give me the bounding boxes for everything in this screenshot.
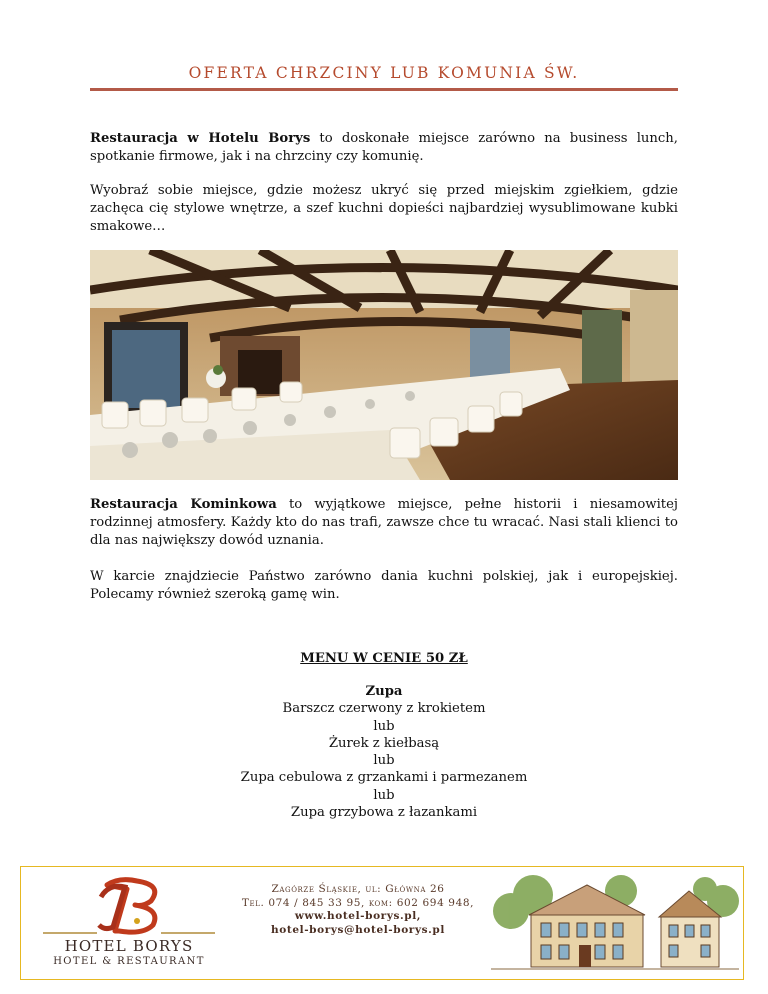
email-link[interactable]: hotel-borys@hotel-borys.pl bbox=[271, 923, 445, 936]
hb-monogram-icon bbox=[39, 875, 219, 935]
about-paragraph-2: W karcie znajdziecie Państwo zarówno dania kuchni polskiej, jak i europejskiej. Polecamy również szeroką gamę win. bbox=[90, 569, 678, 603]
hotel-building-illustration bbox=[491, 871, 739, 975]
menu-item: Zupa cebulowa z grzankami i parmezanem bbox=[240, 770, 528, 786]
intro-paragraph-1 bbox=[90, 130, 678, 166]
hotel-restaurant-name: Restauracja w Hotelu Borys bbox=[90, 131, 311, 146]
restaurant-interior-photo bbox=[90, 250, 678, 480]
menu-list bbox=[90, 683, 678, 821]
restaurant-kominkowa-name: Restauracja Kominkowa bbox=[90, 497, 277, 512]
menu-separator: lub bbox=[373, 718, 395, 734]
menu-item: Zupa grzybowa z łazankami bbox=[290, 805, 478, 821]
menu-item: Żurek z kiełbasą bbox=[328, 735, 440, 751]
document-title: OFERTA CHRZCINY LUB KOMUNIA ŚW. bbox=[188, 64, 580, 82]
menu-title: MENU W CENIE 50 ZŁ bbox=[300, 651, 468, 666]
menu-item: Barszcz czerwony z krokietem bbox=[282, 701, 486, 717]
phone-text: Tel. 074 / 845 33 95, kom: 602 694 948, bbox=[241, 896, 475, 909]
intro-paragraph-1-text: to doskonałe miejsce zarówno na business lunch, spotkanie firmowe, jak i na chrzciny czy komunię. bbox=[90, 131, 678, 165]
title-underline bbox=[90, 88, 678, 91]
contact-block bbox=[233, 883, 483, 937]
logo-hotel-name: HOTEL BORYS bbox=[64, 937, 194, 955]
footer-banner bbox=[20, 866, 744, 980]
menu-category: Zupa bbox=[365, 684, 403, 699]
menu-separator: lub bbox=[373, 787, 395, 803]
logo-tagline: HOTEL & RESTAURANT bbox=[53, 956, 205, 967]
document-header bbox=[90, 62, 678, 91]
about-paragraph-1-text: to wyjątkowe miejsce, pełne historii i niesamowitej rodzinnej atmosfery. Każdy kto do nas trafi, zawsze chce tu wracać. Nasi stali klienci to dla nas największy dowód uznania. bbox=[90, 497, 678, 549]
address-text: Zagórze Śląskie, ul: Główna 26 bbox=[271, 883, 445, 895]
menu-separator: lub bbox=[373, 753, 395, 769]
hotel-logo bbox=[39, 875, 219, 971]
website-link[interactable]: www.hotel-borys.pl, bbox=[294, 910, 422, 923]
about-paragraph-1 bbox=[90, 496, 678, 551]
intro-paragraph-2: Wyobraź sobie miejsce, gdzie możesz ukryć się przed miejskim zgiełkiem, gdzie zachęca cię stylowe wnętrze, a szef kuchni dopieści najbardziej wysublimowane kubki smakowe… bbox=[90, 183, 678, 235]
